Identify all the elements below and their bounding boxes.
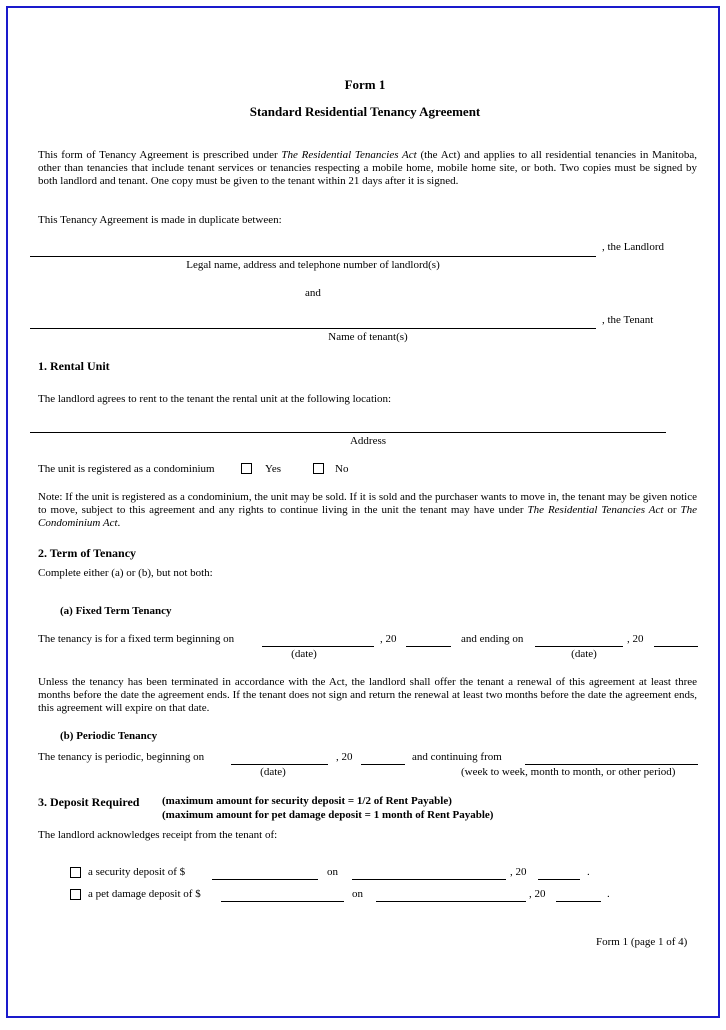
fixed-end-year-prefix: , 20	[627, 633, 644, 645]
deposit-max-security: (maximum amount for security deposit = 1/2 of Rent Payable)	[162, 795, 452, 807]
condo-yes-checkbox[interactable]	[241, 463, 252, 474]
tenant-name-field[interactable]	[30, 328, 596, 329]
form-page	[6, 6, 720, 1018]
deposit-max-pet: (maximum amount for pet damage deposit = 1 month of Rent Payable)	[162, 809, 494, 821]
condo-note-act1: The Residential Tenancies Act	[527, 504, 664, 516]
pet-year-field[interactable]	[556, 901, 601, 902]
page-number: Form 1 (page 1 of 4)	[596, 936, 688, 948]
rental-unit-heading: 1. Rental Unit	[38, 359, 110, 373]
landlord-caption: Legal name, address and telephone number of landlord(s)	[186, 259, 440, 271]
form-title: Standard Residential Tenancy Agreement	[249, 104, 481, 119]
security-date-field[interactable]	[352, 879, 506, 880]
landlord-suffix: , the Landlord	[602, 241, 665, 253]
condo-note	[38, 491, 697, 530]
intro-act-name: The Residential Tenancies Act	[281, 149, 417, 161]
intro-paragraph	[38, 149, 697, 188]
fixed-end-date-field[interactable]	[535, 646, 623, 647]
periodic-continue-label: and continuing from	[412, 751, 502, 763]
security-deposit-label: a security deposit of $	[88, 866, 186, 878]
pet-date-field[interactable]	[376, 901, 526, 902]
condo-note-text: Note: If the unit is registered as a condominium, the unit may be sold. If it is sold and the purchaser wants to move in, the tenant may be given notice to move, subject to this agreement and any rights to continue living in the unit the tenant may have under	[38, 491, 697, 516]
renewal-paragraph: Unless the tenancy has been terminated in accordance with the Act, the landlord shall offer the tenant a renewal of this agreement at least three months before the date the agreement ends. If the tenant does not sign and return the renewal at least two months before the date the agreement ends, this agreement will expire on that date.	[38, 676, 697, 714]
tenant-suffix: , the Tenant	[602, 314, 654, 326]
condo-no-label: No	[335, 463, 349, 475]
condo-note-or: or	[667, 504, 677, 516]
periodic-begin-date-field[interactable]	[231, 764, 328, 765]
security-period: .	[587, 866, 590, 878]
term-instruction: Complete either (a) or (b), but not both:	[38, 567, 213, 579]
condo-note-end: .	[117, 517, 121, 529]
fixed-end-date-caption: (date)	[571, 648, 597, 660]
pet-year-prefix: , 20	[529, 888, 546, 900]
pet-amount-field[interactable]	[221, 901, 344, 902]
condo-yes-label: Yes	[265, 463, 282, 475]
address-field[interactable]	[30, 432, 666, 433]
periodic-date-caption: (date)	[260, 766, 286, 778]
landlord-name-field[interactable]	[30, 256, 596, 257]
fixed-begin-label: The tenancy is for a fixed term beginning on	[38, 633, 235, 645]
fixed-term-heading: (a) Fixed Term Tenancy	[60, 605, 172, 617]
fixed-begin-year-prefix: , 20	[380, 633, 397, 645]
periodic-period-field[interactable]	[525, 764, 698, 765]
security-deposit-checkbox[interactable]	[70, 867, 81, 878]
periodic-year-field[interactable]	[361, 764, 405, 765]
periodic-begin-label: The tenancy is periodic, beginning on	[38, 751, 205, 763]
security-year-field[interactable]	[538, 879, 580, 880]
pet-period: .	[607, 888, 610, 900]
intro-text-2: (the Act) and applies to all residential tenancies in Manitoba, other than tenancies that include tenant services or tenancies respecting a mobile home, mobile home site, or both. Two copies must be signed by both landlord and tenant. One copy must be given to the tenant within 21 days after it is signed.	[38, 149, 697, 187]
deposit-acknowledge: The landlord acknowledges receipt from the tenant of:	[38, 829, 278, 841]
tenant-caption: Name of tenant(s)	[328, 331, 408, 343]
fixed-end-year-field[interactable]	[654, 646, 698, 647]
deposit-heading: 3. Deposit Required	[38, 795, 140, 809]
security-amount-field[interactable]	[212, 879, 318, 880]
pet-deposit-label: a pet damage deposit of $	[88, 888, 201, 900]
and-label: and	[305, 287, 321, 299]
periodic-year-prefix: , 20	[336, 751, 353, 763]
pet-on-label: on	[352, 888, 363, 900]
intro-text-1: This form of Tenancy Agreement is prescribed under	[38, 149, 278, 161]
condo-question: The unit is registered as a condominium	[38, 463, 215, 475]
security-on-label: on	[327, 866, 338, 878]
term-heading: 2. Term of Tenancy	[38, 546, 137, 560]
period-caption: (week to week, month to month, or other period)	[461, 766, 676, 778]
periodic-heading: (b) Periodic Tenancy	[60, 730, 158, 742]
condo-note-act2: The Condominium Act	[38, 504, 698, 529]
fixed-begin-date-field[interactable]	[262, 646, 374, 647]
form-number: Form 1	[344, 77, 386, 92]
fixed-begin-year-field[interactable]	[406, 646, 451, 647]
rental-unit-statement: The landlord agrees to rent to the tenant the rental unit at the following location:	[38, 393, 392, 405]
fixed-begin-date-caption: (date)	[291, 648, 317, 660]
pet-deposit-checkbox[interactable]	[70, 889, 81, 900]
address-caption: Address	[349, 435, 387, 447]
made-between: This Tenancy Agreement is made in duplicate between:	[38, 214, 282, 226]
fixed-end-label: and ending on	[461, 633, 524, 645]
condo-no-checkbox[interactable]	[313, 463, 324, 474]
security-year-prefix: , 20	[510, 866, 527, 878]
